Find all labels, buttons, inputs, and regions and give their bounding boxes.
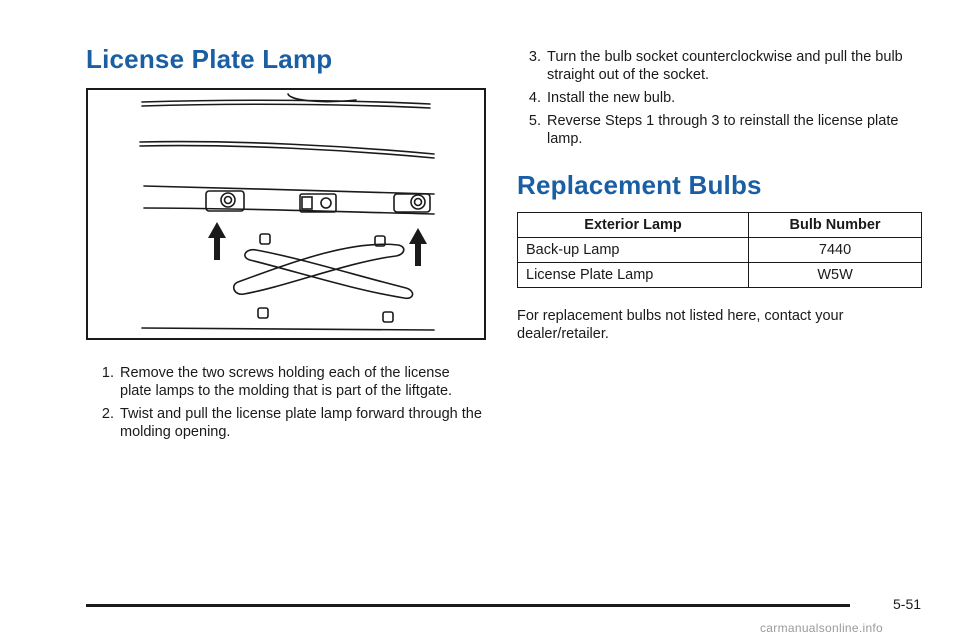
footer-divider [86, 604, 850, 607]
column-header-bulb-number: Bulb Number [749, 213, 922, 238]
list-item [517, 89, 927, 107]
step-text: Reverse Steps 1 through 3 to reinstall the license plate lamp. [547, 113, 899, 147]
watermark: carmanualsonline.info [760, 621, 884, 635]
list-item [517, 112, 927, 148]
liftgate-molding-diagram [88, 90, 484, 338]
table-row [518, 238, 922, 263]
table-row [518, 263, 922, 288]
step-number: 3. [528, 49, 541, 65]
table-header-row [518, 213, 922, 238]
step-number: 1. [101, 365, 114, 381]
bulb-number-cell: 7440 [749, 238, 922, 263]
step-number: 2. [101, 406, 114, 422]
steps-list-left [90, 364, 485, 446]
replacement-note: For replacement bulbs not listed here, contact your dealer/retailer. [517, 308, 844, 342]
step-text: Turn the bulb socket counterclockwise and pull the bulb straight out of the socket. [547, 49, 903, 83]
license-plate-lamp-illustration [86, 88, 486, 340]
steps-list-right [517, 48, 927, 153]
step-number: 4. [528, 90, 541, 106]
section-title-license-plate-lamp: License Plate Lamp [86, 44, 333, 74]
step-text: Remove the two screws holding each of the license plate lamps to the molding that is part of the liftgate. [120, 365, 453, 399]
step-text: Install the new bulb. [547, 90, 676, 106]
list-item [90, 364, 485, 400]
section-title-replacement-bulbs: Replacement Bulbs [517, 170, 762, 200]
replacement-bulbs-table [517, 212, 922, 288]
lamp-name-cell: Back-up Lamp [518, 238, 749, 263]
list-item [90, 405, 485, 441]
step-number: 5. [528, 113, 541, 129]
step-text: Twist and pull the license plate lamp forward through the molding opening. [120, 406, 482, 440]
list-item [517, 48, 927, 84]
page-number: 5-51 [893, 596, 922, 612]
bulb-number-cell: W5W [749, 263, 922, 288]
lamp-name-cell: License Plate Lamp [518, 263, 749, 288]
column-header-exterior-lamp: Exterior Lamp [518, 213, 749, 238]
